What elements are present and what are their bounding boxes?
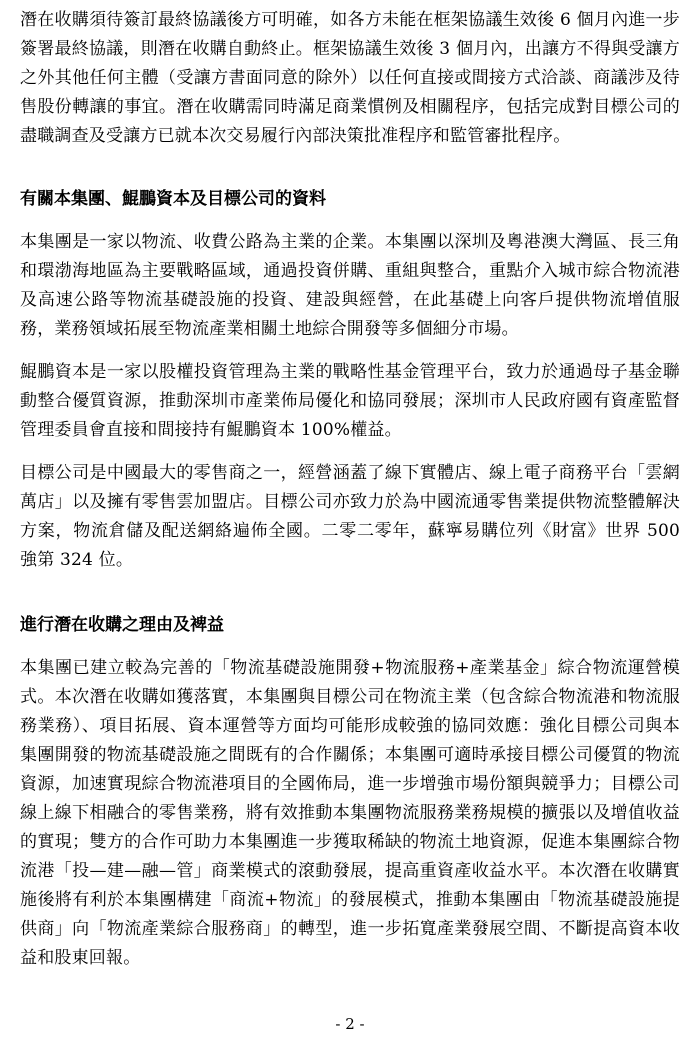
- heading-reasons-benefits: 進行潛在收購之理由及裨益: [20, 615, 224, 635]
- heading-company-information: 有關本集團、鯤鵬資本及目標公司的資料: [20, 189, 326, 209]
- paragraph-reasons-benefits: 本集團已建立較為完善的「物流基礎設施開發+物流服務+產業基金」綜合物流運營模式。本次潛在收購如獲落實，本集團與目標公司在物流主業（包含綜合物流港和物流服務業務）、項目拓展、資本運營等方面均可能形成較強的協同效應：強化目標公司與本集團開發的物流基礎設施之間既有的合作關係；本集團可適時承接目標公司優質的物流資源，加速實現綜合物流港項目的全國佈局，進一步增強市場份額與競爭力；目標公司線上線下相融合的零售業務，將有效推動本集團物流服務業務規模的擴張以及增值收益的實現；雙方的合作可助力本集團進一步獲取稀缺的物流土地資源，促進本集團綜合物流港「投—建—融—管」商業模式的滾動發展，提高重資產收益水平。本次潛在收購實施後將有利於本集團構建「商流+物流」的發展模式，推動本集團由「物流基礎設施提供商」向「物流產業綜合服務商」的轉型，進一步拓寬產業發展空間、不斷提高資本收益和股東回報。: [20, 658, 680, 968]
- page-number: - 2 -: [335, 1015, 365, 1033]
- document-page: [20, 6, 680, 973]
- paragraph-acquisition-conditions: 潛在收購須待簽訂最終協議後方可明確，如各方未能在框架協議生效後 6 個月內進一步簽署最終協議，則潛在收購自動終止。框架協議生效後 3 個月內，出讓方不得與受讓方之外其他任何主體（受讓方書面同意的除外）以任何直接或間接方式洽談、商議涉及待售股份轉讓的事宜。潛在收購需同時滿足商業慣例及相關程序，包括完成對目標公司的盡職調查及受讓方已就本次交易履行內部決策批准程序和監管審批程序。: [20, 10, 680, 146]
- paragraph-group-profile: 本集團是一家以物流、收費公路為主業的企業。本集團以深圳及粵港澳大灣區、長三角和環渤海地區為主要戰略區域，通過投資併購、重組與整合，重點介入城市綜合物流港及高速公路等物流基礎設施的投資、建設與經營，在此基礎上向客戶提供物流增值服務，業務領域拓展至物流產業相關土地綜合開發等多個細分市場。: [20, 232, 680, 339]
- paragraph-target-company-profile: 目標公司是中國最大的零售商之一，經營涵蓋了線下實體店、線上電子商務平台「雲網萬店」以及擁有零售雲加盟店。目標公司亦致力於為中國流通零售業提供物流整體解決方案，物流倉儲及配送網絡遍佈全國。二零二零年，蘇寧易購位列《財富》世界 500 強第 324 位。: [20, 463, 680, 570]
- paragraph-kunpeng-profile: 鯤鵬資本是一家以股權投資管理為主業的戰略性基金管理平台，致力於通過母子基金聯動整合優質資源，推動深圳市產業佈局優化和協同發展；深圳市人民政府國有資產監督管理委員會直接和間接持有鯤鵬資本 100%權益。: [20, 362, 680, 440]
